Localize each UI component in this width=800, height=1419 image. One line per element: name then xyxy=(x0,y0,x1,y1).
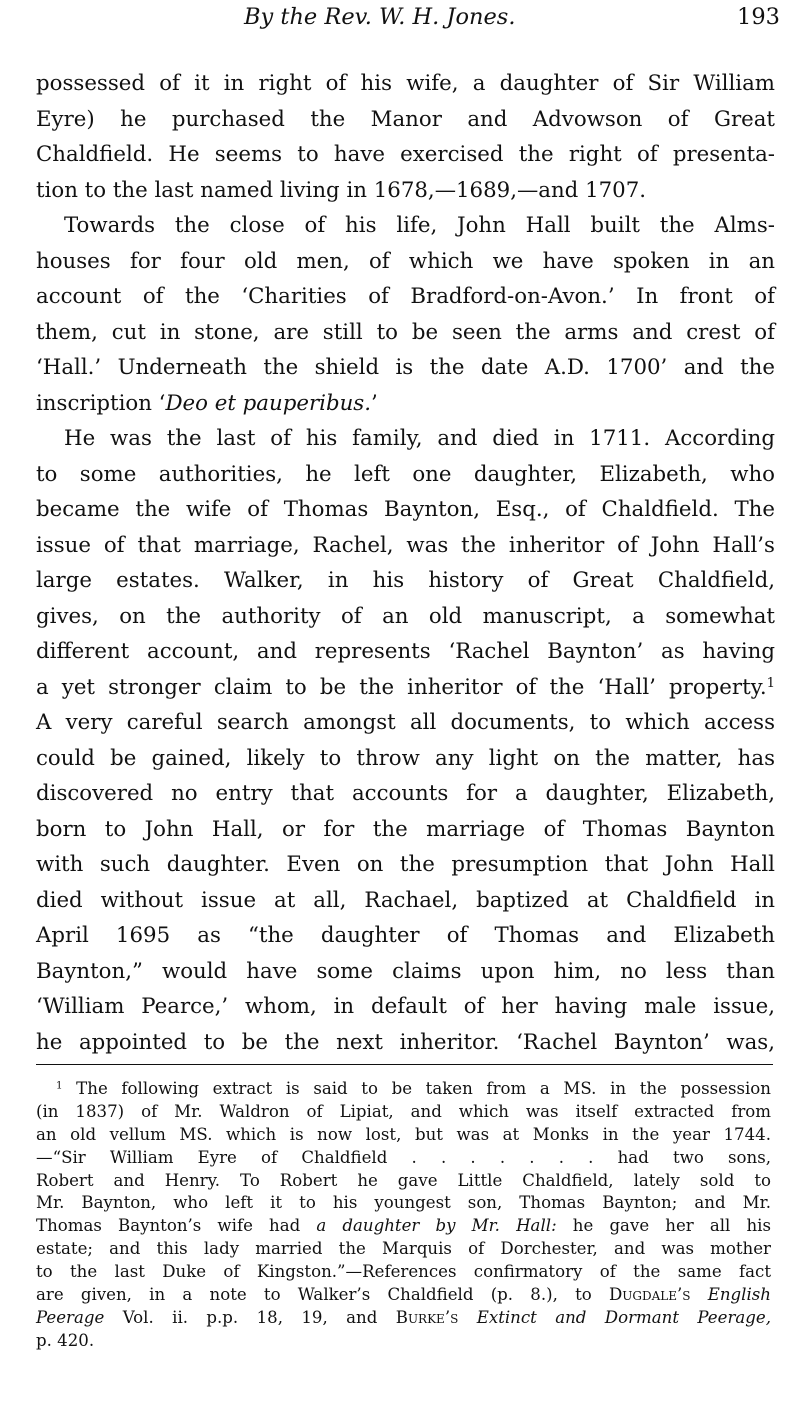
text-segment: are given, in a note to Walker’s Chaldfield (p. 8.), to xyxy=(36,1285,609,1305)
text-line: could be gained, likely to throw any light on the matter, has xyxy=(36,745,775,771)
text-line xyxy=(36,350,775,386)
text-line: Eyre) he purchased the Manor and Advowson of Great xyxy=(36,106,775,132)
running-head: By the Rev. W. H. Jones. xyxy=(244,4,516,30)
footnote-line xyxy=(36,1215,771,1238)
text-segment: ‘Hall.’ Underneath the shield is the date xyxy=(36,355,545,380)
text-segment: 1700’ and the xyxy=(589,355,775,380)
footnote-line: to the last Duke of Kingston.”—References confirmatory of the same fact xyxy=(36,1262,771,1282)
text-line: Towards the close of his life, John Hall built the Alms- xyxy=(64,213,775,238)
footnote-divider xyxy=(36,1064,773,1065)
text-line: A very careful search amongst all documents, to which access xyxy=(36,710,775,735)
text-segment: Vol. ii. p.p. 18, 19, and xyxy=(104,1307,396,1327)
text-line: possessed of it in right of his wife, a daughter of Sir William xyxy=(36,71,775,96)
text-line: them, cut in stone, are still to be seen the arms and crest of xyxy=(36,319,775,345)
body-text xyxy=(36,66,775,1060)
footnote-line xyxy=(36,1284,771,1307)
text-line: he appointed to be the next inheritor. ‘Rachel Baynton’ was, xyxy=(36,1029,775,1055)
text-line xyxy=(36,386,775,422)
footnote-line: (in 1837) of Mr. Waldron of Lipiat, and which was itself extracted from xyxy=(36,1101,771,1121)
text-segment: he gave her all his xyxy=(556,1216,771,1236)
book-title: Extinct and Dormant Peerage, xyxy=(476,1307,771,1327)
text-line: different account, and represents ‘Rachel Baynton’ as having xyxy=(36,639,775,664)
text-line: discovered no entry that accounts for a daughter, Elizabeth, xyxy=(36,781,775,806)
text-line: gives, on the authority of an old manuscript, a somewhat xyxy=(36,603,775,629)
text-line: large estates. Walker, in his history of Great Chaldfield, xyxy=(36,568,775,593)
text-segment: a yet stronger claim to be the inheritor of the ‘Hall’ property. xyxy=(36,674,767,700)
italic-phrase: a daughter by Mr. Hall: xyxy=(316,1216,557,1236)
text-line: Chaldfield. He seems to have exercised the right of presenta- xyxy=(36,142,775,167)
text-line: died without issue at all, Rachael, baptized at Chaldfield in xyxy=(36,887,775,913)
author-name: Dugdale’s xyxy=(609,1285,691,1305)
text-segment: Thomas Baynton’s wife had xyxy=(36,1216,317,1236)
footnote-line: Robert and Henry. To Robert he gave Little Chaldfield, lately sold to xyxy=(36,1170,771,1190)
text-line: account of the ‘Charities of Bradford-on-Avon.’ In front of xyxy=(36,284,775,309)
text-line: houses for four old men, of which we have spoken in an xyxy=(36,248,775,274)
page-number: 193 xyxy=(737,4,780,30)
footnote-line: Mr. Baynton, who left it to his youngest son, Thomas Baynton; and Mr. xyxy=(36,1193,771,1213)
text-segment xyxy=(458,1308,476,1327)
footnote-line: estate; and this lady married the Marquis of Dorchester, and was mother xyxy=(36,1239,771,1259)
text-segment: The following extract is said to be taken from a MS. in the possession xyxy=(62,1079,771,1098)
text-line: issue of that marriage, Rachel, was the inheritor of John Hall’s xyxy=(36,532,775,558)
text-line: born to John Hall, or for the marriage of Thomas Baynton xyxy=(36,816,775,842)
book-title: Peerage xyxy=(36,1307,105,1327)
footnote-marker: 1 xyxy=(766,675,775,691)
text-line: ‘William Pearce,’ whom, in default of her having male issue, xyxy=(36,994,775,1019)
latin-inscription: Deo et pauperibus. xyxy=(165,390,371,416)
footnote-line xyxy=(36,1307,771,1330)
text-line: He was the last of his family, and died in 1711. According xyxy=(64,426,775,451)
text-segment: inscription ‘ xyxy=(36,390,166,416)
footnote-line xyxy=(36,1078,771,1101)
text-line: became the wife of Thomas Baynton, Esq., of Chaldfield. The xyxy=(36,497,775,522)
text-segment xyxy=(691,1285,708,1304)
footnote-number: 1 xyxy=(56,1079,63,1092)
footnote xyxy=(36,1078,771,1353)
text-line: tion to the last named living in 1678,—1689,—and 1707. xyxy=(36,177,647,203)
footnote-line: an old vellum MS. which is now lost, but was at Monks in the year 1744. xyxy=(36,1124,771,1144)
footnote-line: p. 420. xyxy=(36,1330,95,1350)
text-line: April 1695 as “the daughter of Thomas and Elizabeth xyxy=(36,923,775,948)
text-line: to some authorities, he left one daughter, Elizabeth, who xyxy=(36,461,775,487)
author-name: Burke’s xyxy=(395,1307,459,1327)
book-title: English xyxy=(707,1285,771,1305)
text-line: with such daughter. Even on the presumption that John Hall xyxy=(36,852,775,877)
era-abbreviation: A.D. xyxy=(544,355,590,380)
text-segment: ’ xyxy=(371,390,378,416)
footnote-line: —“Sir William Eyre of Chaldfield . . . . . . . had two sons, xyxy=(36,1147,771,1167)
text-line xyxy=(36,670,775,706)
text-line: Baynton,” would have some claims upon him, no less than xyxy=(36,958,775,984)
page-header xyxy=(0,2,800,38)
